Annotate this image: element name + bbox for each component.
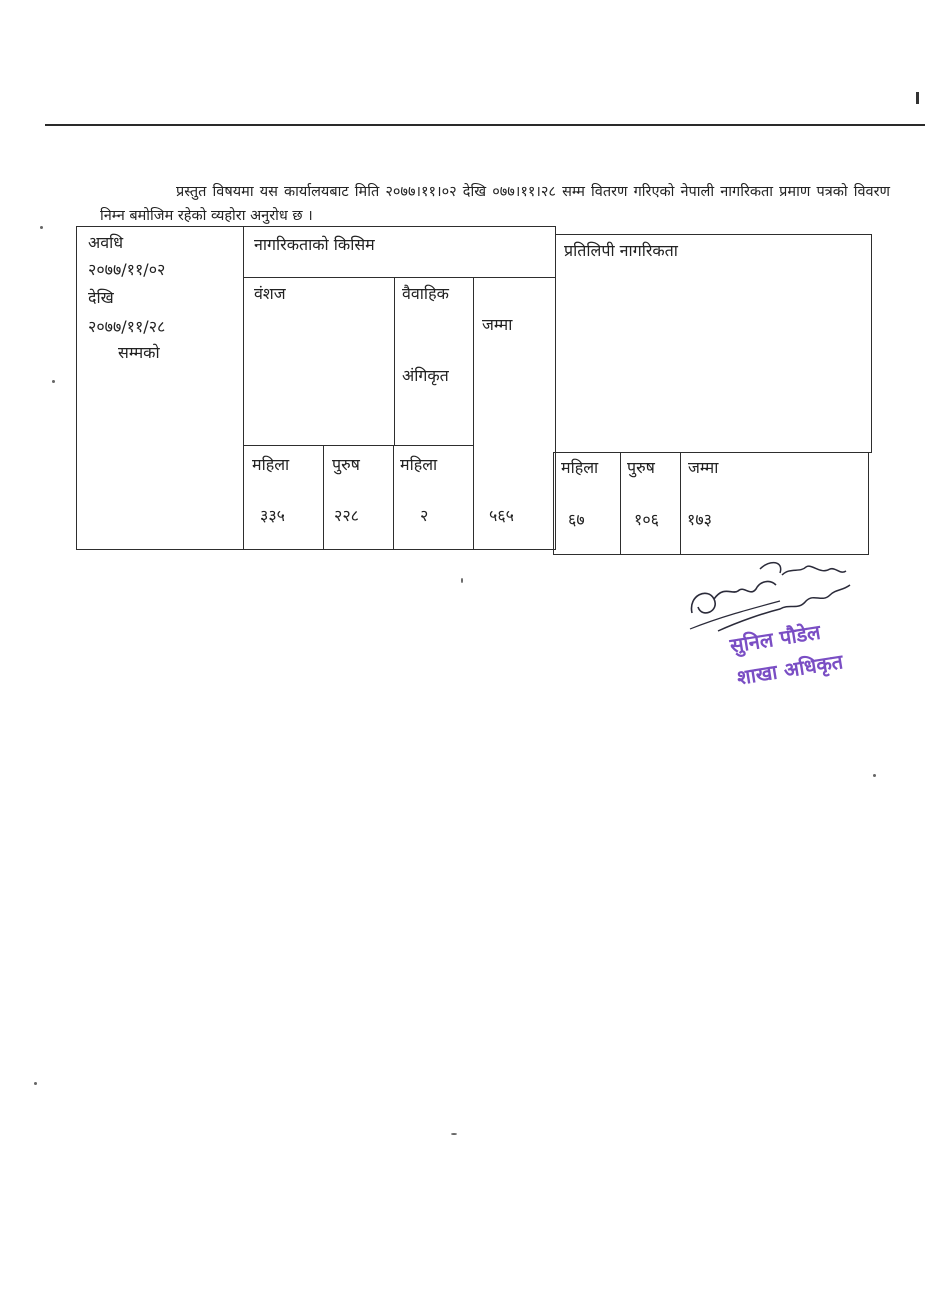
marital-label: वैवाहिक xyxy=(402,284,449,303)
female-label: महिला xyxy=(252,455,290,474)
copy-header-cell xyxy=(555,234,872,453)
descent-label: वंशज xyxy=(254,284,286,303)
intro-paragraph: प्रस्तुत विषयमा यस कार्यालयबाट मिति २०७७।११।०२ देखि ०७७।११।२८ सम्म वितरण गरिएको नेपाली नागरिकता प्रमाण पत्रको विवरण निम्न बमोजिम रहेको व्यहोरा अनुरोध छ । xyxy=(100,184,890,224)
period-to-word: सम्मको xyxy=(118,343,160,362)
period-to: २०७७/११/२८ xyxy=(88,317,166,336)
scan-speck xyxy=(873,774,876,777)
period-label: अवधि xyxy=(88,233,124,252)
naturalized-female-value: २ xyxy=(420,506,429,525)
copy-male-label: पुरुष xyxy=(627,458,655,477)
total-value: ५६५ xyxy=(489,506,514,525)
scan-mark xyxy=(916,92,919,104)
descent-male-value: २२८ xyxy=(334,506,359,525)
descent-female-value: ३३५ xyxy=(260,506,285,525)
scan-speck xyxy=(52,380,55,383)
male-label: पुरुष xyxy=(332,455,360,474)
scan-speck xyxy=(461,578,463,583)
period-from: २०७७/११/०२ xyxy=(88,260,166,279)
copy-female-label: महिला xyxy=(561,458,599,477)
copy-total-value: १७३ xyxy=(687,510,712,529)
naturalized-female-label: महिला xyxy=(400,455,438,474)
copy-total-label: जम्मा xyxy=(688,458,719,477)
stamp-name: सुनिल पौडेल xyxy=(728,619,823,658)
copy-female-value: ६७ xyxy=(568,510,585,529)
scan-speck xyxy=(451,1133,457,1135)
copy-male-value: १०६ xyxy=(634,510,659,529)
header-rule xyxy=(45,124,925,126)
naturalized-label: अंगिकृत xyxy=(402,366,449,385)
period-from-word: देखि xyxy=(88,288,114,307)
scan-speck xyxy=(34,1082,37,1085)
type-header: नागरिकताको किसिम xyxy=(254,235,375,254)
total-label: जम्मा xyxy=(482,315,513,334)
stamp-title: शाखा अधिकृत xyxy=(735,649,845,690)
scan-speck xyxy=(40,226,43,229)
copy-header: प्रतिलिपी नागरिकता xyxy=(564,241,678,260)
